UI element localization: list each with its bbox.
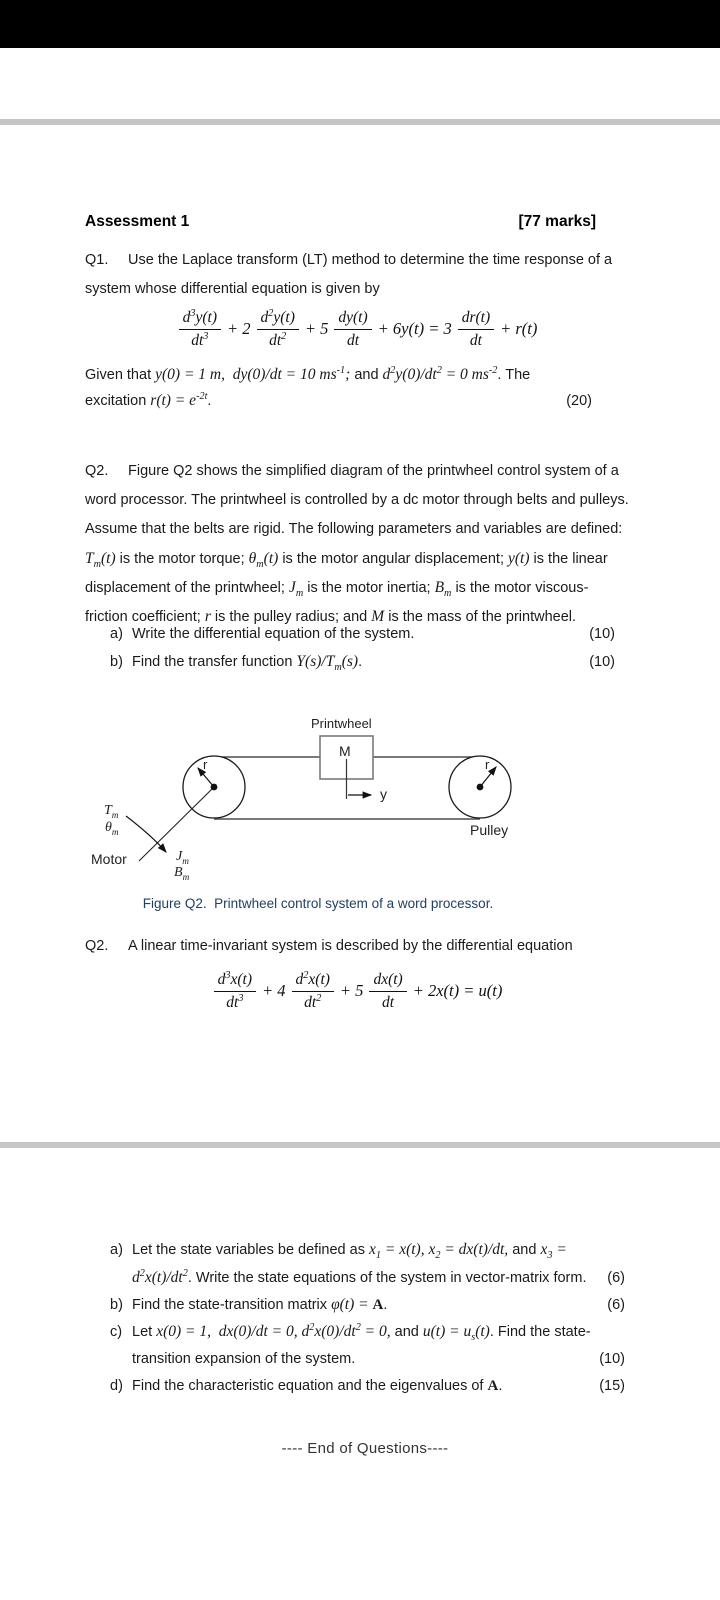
figure-label-r-left: r	[203, 757, 208, 772]
figure-label-y: y	[380, 786, 387, 802]
total-marks: [77 marks]	[518, 213, 596, 230]
q1-given-line2: excitation $r(t) = e^{-2t}$. (20)	[85, 390, 592, 409]
fraction: $\frac{d^3x(t)}{dt^3}$	[214, 971, 256, 1012]
q2b-item-c-line1: c) Let x(0) = 1, dx(0)/dt = 0, $d^2x(0)/dt^2 = 0$, and $u(t) = u_s(t)$. Find the state-	[110, 1321, 591, 1344]
fraction: $\frac{dx(t)}{dt}$	[369, 971, 406, 1012]
figure-label-pulley: Pulley	[470, 822, 509, 838]
q2b-equation: $\frac{d^3x(t)}{dt^3}$ + 4 $\frac{d^2x(t)}{dt^2}$ + 5 $\frac{dx(t)}{dt}$ + 2x(t) = u(t)	[85, 965, 635, 1017]
q2b-line1: Q2. A linear time-invariant system is described by the differential equation	[85, 938, 573, 954]
figure-label-mass: M	[339, 743, 351, 759]
figure-caption: Figure Q2. Printwheel control system of a word processor.	[142, 896, 494, 911]
q1-line2: system whose differential equation is given by	[85, 281, 380, 297]
q2-line2: word processor. The printwheel is controlled by a dc motor through belts and pulleys.	[85, 492, 629, 508]
q2-line6: friction coefficient; r is the pulley radius; and M is the mass of the printwheel.	[85, 608, 577, 625]
page-divider-bottom	[0, 1142, 720, 1148]
q2b-item-d: d) Find the characteristic equation and the eigenvalues of A. (15)	[110, 1378, 625, 1394]
q2-item-b: b) Find the transfer function $Y(s)/T_m(s)$. (10)	[110, 653, 615, 674]
q1-equation: $\frac{d^3y(t)}{dt^3}$ + 2 $\frac{d^2y(t)}{dt^2}$ + 5 $\frac{dy(t)}{dt}$ + 6y(t) = 3 $\frac{dr(t)}{dt}$ + r(t)	[85, 303, 635, 355]
q2-line1: Q2. Figure Q2 shows the simplified diagram of the printwheel control system of a	[85, 463, 619, 479]
q1-line1: Q1. Use the Laplace transform (LT) method to determine the time response of a	[85, 252, 613, 268]
figure-label-jm: $J_m$	[176, 849, 189, 866]
figure-label-motor: Motor	[91, 851, 127, 867]
q2-label: Q2.	[85, 463, 109, 479]
page-title: Assessment 1	[85, 213, 190, 230]
end-of-questions: ---- End of Questions----	[281, 1440, 449, 1457]
assessment-header	[85, 212, 596, 231]
q2-line5: displacement of the printwheel; $J_m$ is the motor inertia; $B_m$ is the motor viscous-	[85, 579, 589, 600]
q2-item-a: a) Write the differential equation of the system. (10)	[110, 626, 615, 642]
q1-given-line1: Given that y(0) = 1 m, dy(0)/dt = 10 $ms^{-1}$; and $d^2y(0)/dt^2 = 0$ $ms^{-2}$. The	[85, 364, 531, 383]
q2b-item-a-line1: a) Let the state variables be defined as $x_1 = x(t)$, $x_2 = dx(t)/dt$, and $x_3$ =	[110, 1241, 567, 1262]
figure-label-theta-m: $\theta_m$	[105, 820, 119, 837]
q2b-item-d-marks: (15)	[599, 1378, 625, 1394]
q2b-label: Q2.	[85, 938, 109, 954]
fraction: $\frac{dr(t)}{dt}$	[458, 309, 494, 350]
fraction: $\frac{dy(t)}{dt}$	[334, 309, 371, 350]
figure-label-printwheel: Printwheel	[311, 716, 372, 731]
figure-label-tm: $T_m$	[104, 803, 119, 820]
rotation-arc-arrow	[126, 816, 166, 852]
q1-marks: (20)	[566, 393, 592, 409]
q1-label: Q1.	[85, 252, 109, 268]
figure-label-bm: $B_m$	[174, 865, 190, 882]
fraction: $\frac{d^2y(t)}{dt^2}$	[257, 309, 299, 350]
q2b-item-c-marks: (10)	[599, 1351, 625, 1367]
q2-item-b-marks: (10)	[589, 654, 615, 670]
q2-line4: $T_m(t)$ is the motor torque; $\theta_m(t)$ is the motor angular displacement; y(t) is the linear	[85, 550, 608, 571]
q2b-item-a-marks: (6)	[607, 1270, 625, 1286]
q2b-item-c-line2: transition expansion of the system. (10)	[132, 1351, 625, 1367]
q2b-item-b-marks: (6)	[607, 1297, 625, 1313]
q2-item-a-marks: (10)	[589, 626, 615, 642]
fraction: $\frac{d^3y(t)}{dt^3}$	[179, 309, 221, 350]
fraction: $\frac{d^2x(t)}{dt^2}$	[292, 971, 334, 1012]
q2-line3: Assume that the belts are rigid. The following parameters and variables are defined:	[85, 521, 623, 537]
q2b-item-b: b) Find the state-transition matrix φ(t) = A. (6)	[110, 1296, 625, 1313]
top-black-bar	[0, 0, 720, 48]
q2b-item-a-line2: $d^2x(t)/dt^2$. Write the state equations of the system in vector-matrix form. (6)	[132, 1267, 625, 1286]
page-divider-top	[0, 119, 720, 125]
figure-label-r-right: r	[485, 757, 490, 772]
